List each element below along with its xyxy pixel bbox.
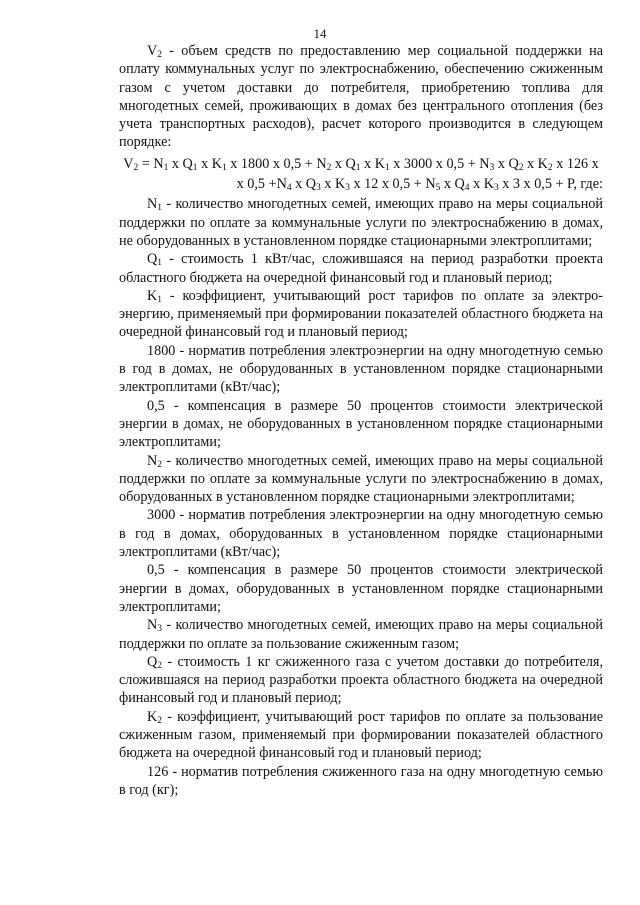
variable-subscript: 4: [286, 183, 292, 194]
variable-symbol: N: [276, 176, 287, 193]
variable-subscript: 1: [355, 162, 361, 173]
formula-text: =: [138, 155, 154, 172]
variable-subscript: 5: [435, 183, 441, 194]
variable-symbol: Q: [182, 155, 193, 172]
formula-text: x 3000 x 0,5 +: [389, 155, 480, 172]
variable-symbol: K: [537, 155, 548, 172]
variable-subscript: 3: [157, 624, 162, 635]
variable-symbol: K: [483, 176, 494, 193]
variable-subscript: 2: [547, 162, 553, 173]
paragraph-text: - стоимость 1 кг сжиженного газа с учетом доставки до потребителя, сложившаяся на период разработки проекта областного бюджета на очередной финансовый год и плановый период;: [119, 653, 603, 707]
variable-subscript: 1: [163, 162, 169, 173]
variable-symbol: Q: [305, 176, 316, 193]
paragraph-text: - объем средств по предоставлению мер социальной поддержки на оплату коммунальных услуг по электроснабжению, обеспечению сжиженным газом с учетом доставки до потребителя, приобретению топлива для многодетных семей, проживающих в домах без центрального отопления (без учета транспортных расходов), расчет которого производится в следующем порядке:: [119, 43, 603, 151]
variable-subscript: 2: [157, 459, 162, 470]
formula-text: x: [440, 176, 455, 193]
variable-symbol: N: [147, 196, 158, 213]
definition-paragraph: [119, 452, 603, 507]
formula-text: x: [291, 176, 306, 193]
definition-paragraph: [119, 42, 603, 152]
paragraph-text: 0,5 - компенсация в размере 50 процентов стоимости электрической энергии в домах, не оборудованных в установленном порядке стационарными электроплитами;: [119, 397, 603, 451]
variable-symbol: K: [334, 176, 346, 193]
paragraph-text: 3000 - норматив потребления электроэнергии на одну многодетную семью в год в домах, оборудованных в установленном порядке стационарными электроплитами (кВт/час);: [119, 507, 603, 561]
variable-symbol: Q: [147, 653, 158, 670]
variable-symbol: Q: [454, 176, 465, 193]
paragraph-text: - коэффициент, учитывающий рост тарифов по оплате за пользование сжиженным газом, применяемый при формировании показателей областного бюджета на очередной финансовый год и плановый период;: [119, 708, 603, 762]
formula-text: x: [523, 155, 538, 172]
variable-subscript: 1: [157, 203, 162, 214]
formula-text: x: [469, 176, 484, 193]
definition-paragraph: [119, 250, 603, 287]
variable-subscript: 2: [157, 50, 162, 60]
paragraph-text: - количество многодетных семей, имеющих право на меры социальной поддержки по оплате за коммунальные услуги по электроснабжению в домах, не оборудованных в установленном порядке стационарными электроплитами;: [119, 196, 603, 249]
formula-text: x: [320, 176, 335, 193]
definition-paragraph: [119, 342, 603, 397]
variable-subscript: 2: [157, 660, 162, 671]
formula-text: x 0,5 +: [236, 176, 277, 193]
definition-paragraph: [119, 561, 603, 616]
formula-line-1: [119, 155, 603, 173]
formula-text: x 12 x 0,5 +: [349, 176, 426, 193]
variable-symbol: Q: [508, 155, 519, 172]
variable-symbol: N: [425, 176, 436, 193]
formula-text: x: [494, 155, 509, 172]
formula-text: x 3 x 0,5 + P, где:: [498, 176, 603, 193]
page-number: 14: [313, 26, 327, 41]
variable-subscript: 2: [157, 715, 162, 726]
variable-symbol: K: [147, 287, 158, 304]
formula-text: x: [197, 155, 212, 172]
definition-paragraph: [119, 653, 603, 708]
paragraph-text: 0,5 - компенсация в размере 50 процентов стоимости электрической энергии в домах, оборудованных в установленном порядке стационарными электроплитами;: [119, 562, 603, 615]
formula-text: x: [331, 155, 346, 172]
variable-subscript: 2: [326, 162, 332, 173]
variable-subscript: 1: [384, 162, 390, 173]
paragraph-text: - количество многодетных семей, имеющих право на меры социальной поддержки по оплате за пользование сжиженным газом;: [119, 617, 603, 652]
formula-text: x 1800 x 0,5 +: [226, 155, 317, 172]
variable-subscript: 2: [133, 162, 139, 173]
definition-paragraph: [119, 195, 603, 250]
paragraph-text: 1800 - норматив потребления электроэнергии на одну многодетную семью в год в домах, не оборудованных в установленном порядке стационарными электроплитами (кВт/час);: [119, 342, 603, 396]
paragraph-text: - стоимость 1 кВт/час, сложившаяся на период разработки проекта областного бюджета на очередной финансовый год и плановый период;: [119, 251, 603, 286]
variable-symbol: N: [316, 155, 327, 172]
formula-text: x: [168, 155, 183, 172]
formula-line-2: [119, 175, 603, 193]
variable-subscript: 1: [157, 258, 162, 269]
variable-symbol: K: [211, 155, 222, 172]
variable-symbol: N: [147, 452, 158, 469]
definition-paragraph: [119, 616, 603, 653]
variable-symbol: K: [147, 708, 158, 725]
variable-subscript: 3: [345, 183, 350, 194]
definition-paragraph: [119, 708, 603, 763]
paragraph-text: - коэффициент, учитывающий рост тарифов по оплате за электроэнергию, применяемый при формировании показателей областного бюджета на очередной финансовый год и плановый период;: [119, 287, 603, 341]
variable-symbol: V: [123, 155, 134, 172]
variable-subscript: 3: [316, 183, 321, 194]
definition-paragraph: [119, 397, 603, 452]
document-body: [119, 42, 603, 799]
variable-symbol: Q: [147, 251, 158, 268]
paragraph-text: 126 - норматив потребления сжиженного газа на одну многодетную семью в год (кг);: [119, 763, 603, 798]
variable-subscript: 3: [493, 183, 499, 194]
variable-symbol: N: [479, 155, 490, 172]
variable-subscript: 4: [464, 183, 470, 194]
variable-subscript: 1: [192, 162, 198, 173]
formula-text: x 126 x: [552, 155, 599, 172]
formula-text: x: [360, 155, 375, 172]
variable-subscript: 1: [221, 162, 227, 173]
variable-symbol: Q: [345, 155, 356, 172]
variable-symbol: K: [374, 155, 385, 172]
definition-paragraph: [119, 287, 603, 342]
definition-paragraph: [119, 763, 603, 800]
variable-subscript: 1: [157, 294, 162, 305]
variable-subscript: 2: [518, 162, 524, 173]
definition-paragraph: [119, 506, 603, 561]
variable-symbol: N: [147, 617, 158, 634]
variable-symbol: V: [147, 43, 158, 59]
variable-symbol: N: [153, 155, 164, 172]
paragraph-text: - количество многодетных семей, имеющих право на меры социальной поддержки по оплате за коммунальные услуги по электроснабжению в домах, оборудованных в установленном порядке стационарными электроплитами;: [119, 452, 603, 506]
variable-subscript: 3: [489, 162, 495, 173]
